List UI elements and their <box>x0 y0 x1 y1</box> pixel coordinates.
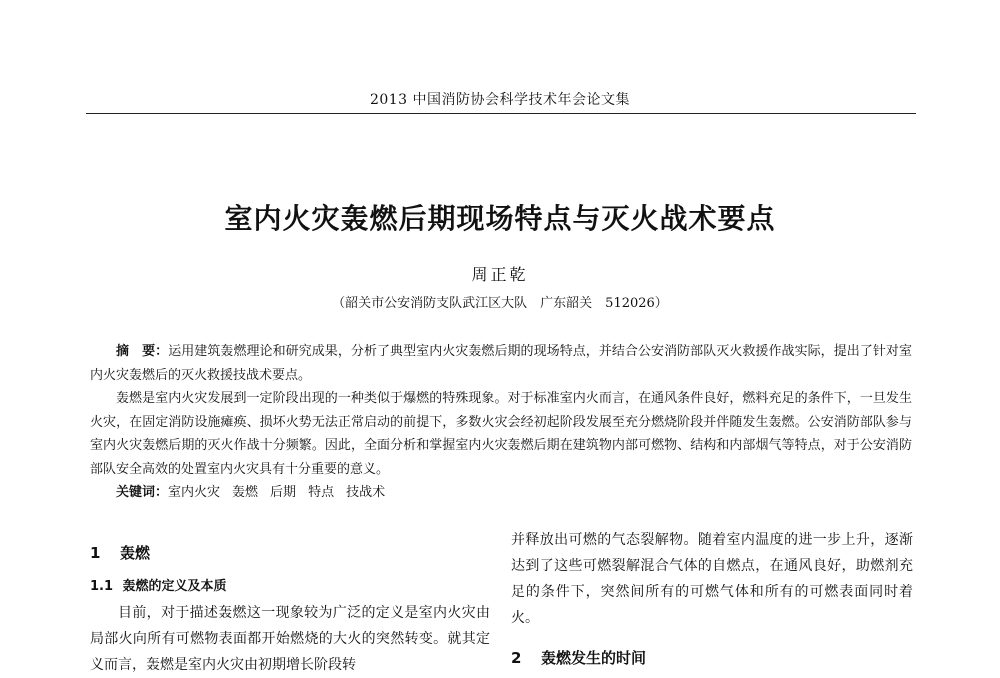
section-1-1-title: 轰燃的定义及本质 <box>122 579 227 594</box>
section-1-1-heading <box>90 574 490 600</box>
paper-title: 室内火灾轰燃后期现场特点与灭火战术要点 <box>224 202 776 235</box>
section-1-1-paragraph: 目前，对于描述轰燃这一现象较为广泛的定义是室内火灾由局部火向所有可燃物表面都开始燃烧的大火的突然转变。就其定义而言，轰燃是室内火灾由初期增长阶段转 <box>90 605 490 673</box>
keyword-item: 室内火灾 <box>168 485 221 500</box>
right-column <box>511 527 913 671</box>
section-2-number: 2 <box>511 649 522 667</box>
keyword-item: 后期 <box>270 485 297 500</box>
keyword-item: 特点 <box>308 485 335 500</box>
left-column <box>90 540 490 678</box>
running-header: 2013 中国消防协会科学技术年会论文集 <box>369 92 631 108</box>
keyword-item: 轰燃 <box>232 485 259 500</box>
section-1-1-number: 1.1 <box>90 579 114 594</box>
abstract-block <box>90 340 912 505</box>
section-2-heading <box>511 645 913 671</box>
author-affiliation: （韶关市公安消防支队武江区大队 广东韶关 512026） <box>332 296 668 311</box>
abstract-paragraph-1 <box>90 340 912 387</box>
section-1-heading <box>90 540 490 566</box>
header-rule <box>86 113 916 114</box>
abstract-paragraph-2: 轰燃是室内火灾发展到一定阶段出现的一种类似于爆燃的特殊现象。对于标准室内火而言，在通风条件良好，燃料充足的条件下，一旦发生火灾，在固定消防设施瘫痪、损坏火势无法正常启动的前提下，多数火灾会经初起阶段发展至充分燃烧阶段并伴随发生轰燃。公安消防部队参与室内火灾轰燃后期的灭火作战十分频繁。因此，全面分析和掌握室内火灾轰燃后期在建筑物内部可燃物、结构和内部烟气等特点，对于公安消防部队安全高效的处置室内火灾具有十分重要的意义。 <box>90 391 912 477</box>
abstract-label: 摘 要： <box>116 344 169 359</box>
section-1-number: 1 <box>90 544 101 562</box>
right-column-paragraph: 并释放出可燃的气态裂解物。随着室内温度的进一步上升，逐渐达到了这些可燃裂解混合气体的自燃点，在通风良好，助燃剂充足的条件下，突然间所有的可燃气体和所有的可燃表面同时着火。 <box>511 532 913 626</box>
section-2-title: 轰燃发生的时间 <box>541 649 647 667</box>
abstract-text-1: 运用建筑轰燃理论和研究成果，分析了典型室内火灾轰燃后期的现场特点，并结合公安消防部队灭火救援作战实际，提出了针对室内火灾轰燃后的灭火救援技战术要点。 <box>90 344 912 383</box>
keywords-label: 关键词： <box>116 485 169 500</box>
author-name: 周正乾 <box>471 265 529 284</box>
keyword-item: 技战术 <box>346 485 386 500</box>
section-1-title: 轰燃 <box>120 544 151 562</box>
keywords-line <box>90 481 912 505</box>
